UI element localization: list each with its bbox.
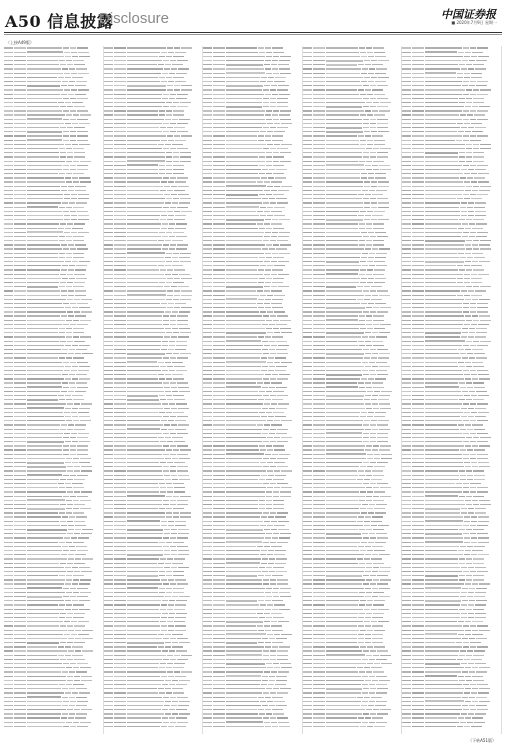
header-rule (4, 32, 502, 33)
table-column (402, 46, 502, 734)
table-column (303, 46, 403, 734)
table-row (104, 724, 203, 728)
disclosure-table (4, 46, 502, 734)
section-title: A50 信息披露 (5, 12, 114, 31)
table-row (203, 724, 302, 728)
newspaper-logo: 中国证券报 (441, 8, 496, 21)
table-column (104, 46, 204, 734)
table-row (402, 724, 501, 728)
table-row (4, 724, 103, 728)
continued-to-label: （下转A51版） (468, 738, 496, 743)
table-column (203, 46, 303, 734)
continued-from-label: （上接A49版） (6, 40, 34, 45)
page-header (0, 0, 506, 34)
section-title-english: Disclosure (99, 10, 170, 27)
header-rule-thin (4, 34, 502, 35)
issue-date: ■ 2020年7月9日 星期一 (451, 20, 497, 25)
table-row (303, 724, 402, 728)
table-column (4, 46, 104, 734)
